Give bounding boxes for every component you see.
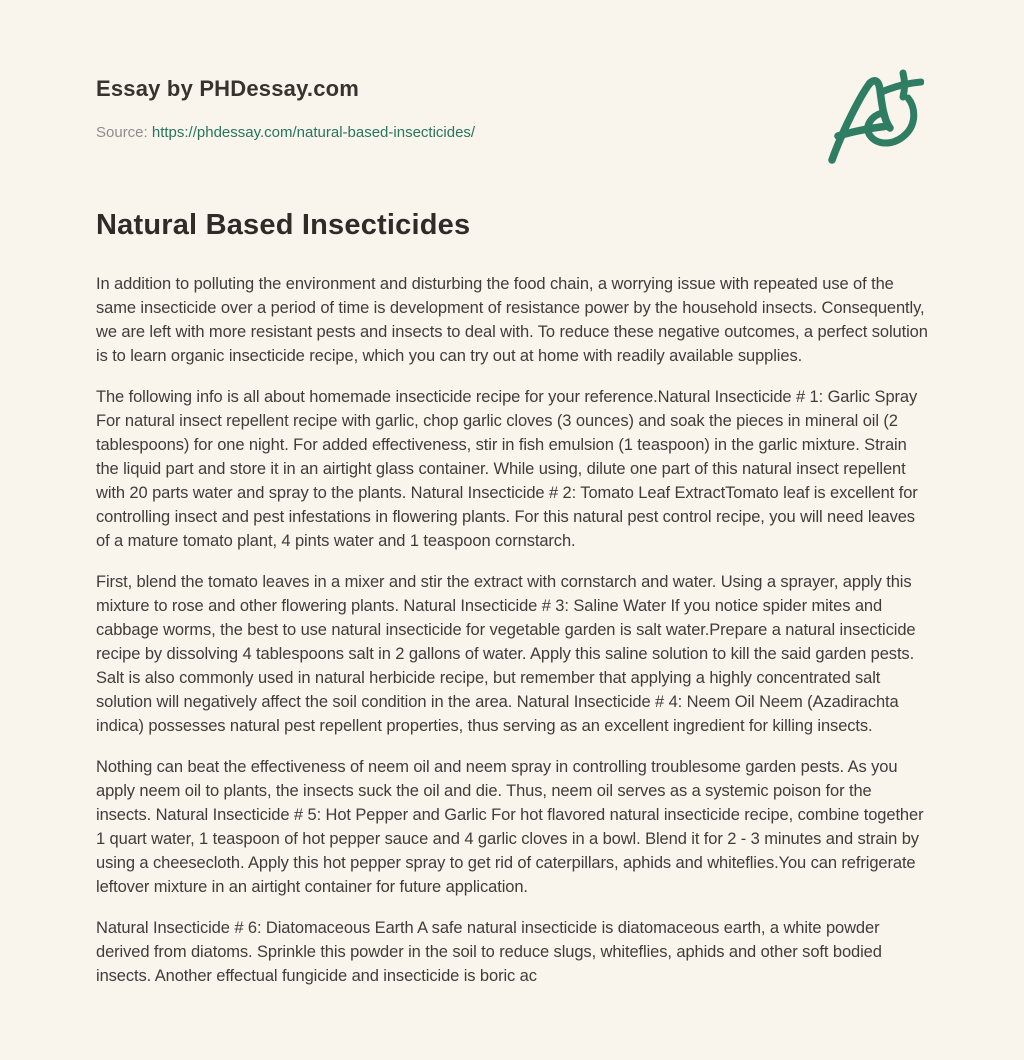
a-plus-logo-icon xyxy=(824,68,924,164)
article-paragraph: Nothing can beat the effectiveness of neem oil and neem spray in controlling troublesome garden pests. As you apply neem oil to plants, the insects suck the oil and die. Thus, neem oil serves as a systemic poison for the insects. Natural Insecticide # 5: Hot Pepper and Garlic For hot flavored natural insecticide recipe, combine together 1 quart water, 1 teaspoon of hot pepper sauce and 4 garlic cloves in a bowl. Blend it for 2 - 3 minutes and strain by using a cheesecloth. Apply this hot pepper spray to get rid of caterpillars, aphids and whiteflies.You can refrigerate leftover mixture in an airtight container for future application. xyxy=(96,758,924,896)
article-body xyxy=(96,272,928,988)
source-label: Source: xyxy=(96,124,148,141)
article-paragraph: In addition to polluting the environment and disturbing the food chain, a worrying issue with repeated use of the same insecticide over a period of time is development of resistance power by the household insects. Consequently, we are left with more resistant pests and insects to deal with. To reduce these negative outcomes, a perfect solution is to learn organic insecticide recipe, which you can try out at home with readily available supplies. xyxy=(96,275,928,365)
article-paragraph: The following info is all about homemade insecticide recipe for your reference.Natural Insecticide # 1: Garlic Spray For natural insect repellent recipe with garlic, chop garlic cloves (3 ounces) and soak the pieces in mineral oil (2 tablespoons) for one night. For added effectiveness, stir in fish emulsion (1 teaspoon) in the garlic mixture. Strain the liquid part and store it in an airtight glass container. While using, dilute one part of this natural insect repellent with 20 parts water and spray to the plants. Natural Insecticide # 2: Tomato Leaf ExtractTomato leaf is excellent for controlling insect and pest infestations in flowering plants. For this natural pest control recipe, you will need leaves of a mature tomato plant, 4 pints water and 1 teaspoon cornstarch. xyxy=(96,388,918,550)
page-title: Natural Based Insecticides xyxy=(96,209,471,241)
article-paragraph: First, blend the tomato leaves in a mixer and stir the extract with cornstarch and water. Using a sprayer, apply this mixture to rose and other flowering plants. Natural Insecticide # 3: Saline Water If you notice spider mites and cabbage worms, the best to use natural insecticide for vegetable garden is salt water.Prepare a natural insecticide recipe by dissolving 4 tablespoons salt in 2 gallons of water. Apply this saline solution to kill the said garden pests. Salt is also commonly used in natural herbicide recipe, but remember that applying a highly concentrated salt solution will negatively affect the soil condition in the area. Natural Insecticide # 4: Neem Oil Neem (Azadirachta indica) possesses natural pest repellent properties, thus serving as an excellent ingredient for killing insects. xyxy=(96,573,916,735)
source-link[interactable]: https://phdessay.com/natural-based-insecticides/ xyxy=(151,124,476,141)
site-title: Essay by PHDessay.com xyxy=(96,76,360,101)
source-line xyxy=(96,124,928,142)
page-header xyxy=(96,76,928,142)
article-paragraph: Natural Insecticide # 6: Diatomaceous Earth A safe natural insecticide is diatomaceous earth, a white powder derived from diatoms. Sprinkle this powder in the soil to reduce slugs, whiteflies, aphids and other soft bodied insects. Another effectual fungicide and insecticide is boric ac xyxy=(96,919,882,985)
